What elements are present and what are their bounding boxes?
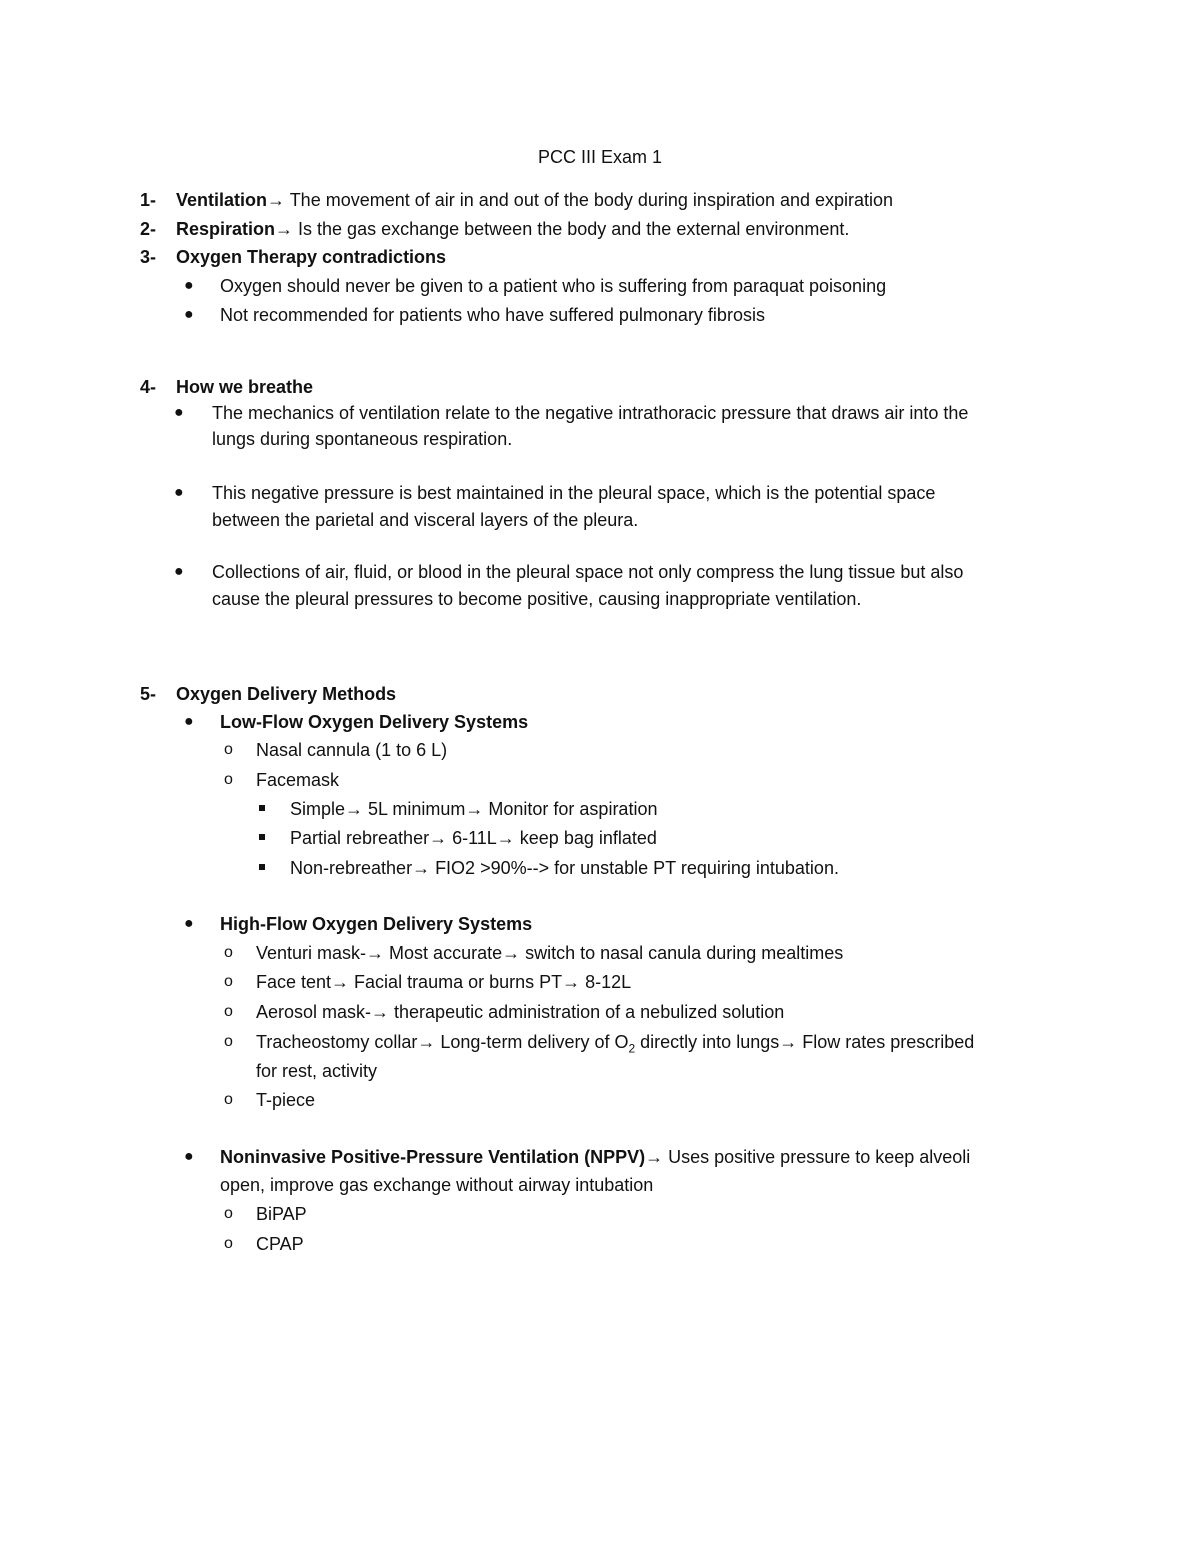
bullet-icon: ● [184, 277, 194, 294]
arrow-icon: → [502, 943, 521, 963]
label: keep bag inflated [514, 828, 657, 848]
label: Simple [290, 799, 346, 819]
square-bullet-icon [259, 834, 265, 840]
arrow-icon: → [417, 1032, 436, 1052]
circle-bullet-icon: o [224, 944, 233, 961]
subsection-heading: Noninvasive Positive-Pressure Ventilation (NPPV) [220, 1147, 646, 1167]
arrow-icon: → [645, 1147, 664, 1167]
bullet-icon: ● [184, 915, 194, 932]
list-item [290, 796, 657, 822]
bullet-icon: ● [184, 713, 194, 730]
list-item-line: The mechanics of ventilation relate to the negative intrathoracic pressure that draws air into the [212, 403, 969, 423]
list-item [290, 855, 839, 881]
label: 5L minimum [363, 799, 466, 819]
list-item: Facemask [256, 770, 340, 790]
circle-bullet-icon: o [224, 1033, 233, 1050]
bullet-icon: ● [174, 484, 184, 501]
arrow-icon: → [562, 972, 581, 992]
subsection-heading: Low-Flow Oxygen Delivery Systems [220, 712, 529, 732]
label: Monitor for aspiration [483, 799, 658, 819]
item-number: 4- [140, 377, 157, 397]
label: Long-term delivery of O [435, 1032, 629, 1052]
label: Non-rebreather [290, 858, 413, 878]
arrow-icon: → [412, 858, 431, 878]
list-item [256, 940, 843, 966]
bullet-icon: ● [174, 404, 184, 421]
item-respiration [176, 216, 849, 242]
arrow-icon: → [429, 828, 448, 848]
section-heading: Oxygen Therapy contradictions [176, 247, 447, 267]
list-item [290, 825, 657, 851]
list-item [220, 1144, 970, 1170]
label: switch to nasal canula during mealtimes [520, 943, 844, 963]
label: Venturi mask- [256, 943, 367, 963]
list-item: Nasal cannula (1 to 6 L) [256, 740, 448, 760]
list-item [256, 969, 631, 995]
list-item: Not recommended for patients who have suffered pulmonary fibrosis [220, 305, 765, 325]
circle-bullet-icon: o [224, 1003, 233, 1020]
label: 8-12L [580, 972, 632, 992]
label: Facial trauma or burns PT [349, 972, 563, 992]
section-heading: How we breathe [176, 377, 314, 397]
item-ventilation [176, 187, 893, 213]
arrow-icon: → [275, 219, 294, 239]
arrow-icon: → [779, 1032, 798, 1052]
arrow-icon: → [496, 828, 515, 848]
bullet-icon: ● [174, 563, 184, 580]
item-number: 5- [140, 684, 157, 704]
bullet-icon: ● [184, 306, 194, 323]
section-heading: Oxygen Delivery Methods [176, 684, 397, 704]
list-item-line: for rest, activity [256, 1061, 378, 1081]
arrow-icon: → [465, 799, 484, 819]
label: Aerosol mask- [256, 1002, 372, 1022]
list-item-line: Collections of air, fluid, or blood in the pleural space not only compress the lung tissue but also [212, 562, 964, 582]
label: Face tent [256, 972, 332, 992]
list-item-line: This negative pressure is best maintained in the pleural space, which is the potential space [212, 483, 936, 503]
list-item: CPAP [256, 1234, 304, 1254]
term: Ventilation [176, 190, 268, 210]
list-item: BiPAP [256, 1204, 307, 1224]
label: Tracheostomy collar [256, 1032, 418, 1052]
item-number: 2- [140, 219, 157, 239]
term: Respiration [176, 219, 276, 239]
circle-bullet-icon: o [224, 771, 233, 788]
list-item-line: between the parietal and visceral layers of the pleura. [212, 510, 639, 530]
arrow-icon: → [267, 190, 286, 210]
arrow-icon: → [366, 943, 385, 963]
list-item-line: open, improve gas exchange without airway intubation [220, 1175, 654, 1195]
label: Most accurate [384, 943, 503, 963]
list-item [256, 1029, 974, 1062]
definition: The movement of air in and out of the body during inspiration and expiration [285, 190, 894, 210]
item-number: 1- [140, 190, 157, 210]
subsection-heading: High-Flow Oxygen Delivery Systems [220, 914, 533, 934]
subscript: 2 [628, 1041, 636, 1056]
label: Uses positive pressure to keep alveoli [663, 1147, 971, 1167]
arrow-icon: → [371, 1002, 390, 1022]
label: therapeutic administration of a nebulized solution [389, 1002, 785, 1022]
page-title: PCC III Exam 1 [537, 147, 663, 167]
square-bullet-icon [259, 805, 265, 811]
list-item [256, 999, 784, 1025]
circle-bullet-icon: o [224, 741, 233, 758]
list-item: T-piece [256, 1090, 316, 1110]
arrow-icon: → [345, 799, 364, 819]
square-bullet-icon [259, 864, 265, 870]
list-item: Oxygen should never be given to a patient who is suffering from paraquat poisoning [220, 276, 887, 296]
circle-bullet-icon: o [224, 973, 233, 990]
list-item-line: cause the pleural pressures to become positive, causing inappropriate ventilation. [212, 589, 862, 609]
circle-bullet-icon: o [224, 1091, 233, 1108]
circle-bullet-icon: o [224, 1205, 233, 1222]
label: 6-11L [447, 828, 497, 848]
label: Partial rebreather [290, 828, 430, 848]
arrow-icon: → [331, 972, 350, 992]
label: directly into lungs [635, 1032, 780, 1052]
definition: Is the gas exchange between the body and the external environment. [293, 219, 850, 239]
label: FIO2 >90%--> for unstable PT requiring intubation. [430, 858, 839, 878]
item-number: 3- [140, 247, 157, 267]
circle-bullet-icon: o [224, 1235, 233, 1252]
bullet-icon: ● [184, 1148, 194, 1165]
list-item-line: lungs during spontaneous respiration. [212, 429, 513, 449]
label: Flow rates prescribed [797, 1032, 975, 1052]
